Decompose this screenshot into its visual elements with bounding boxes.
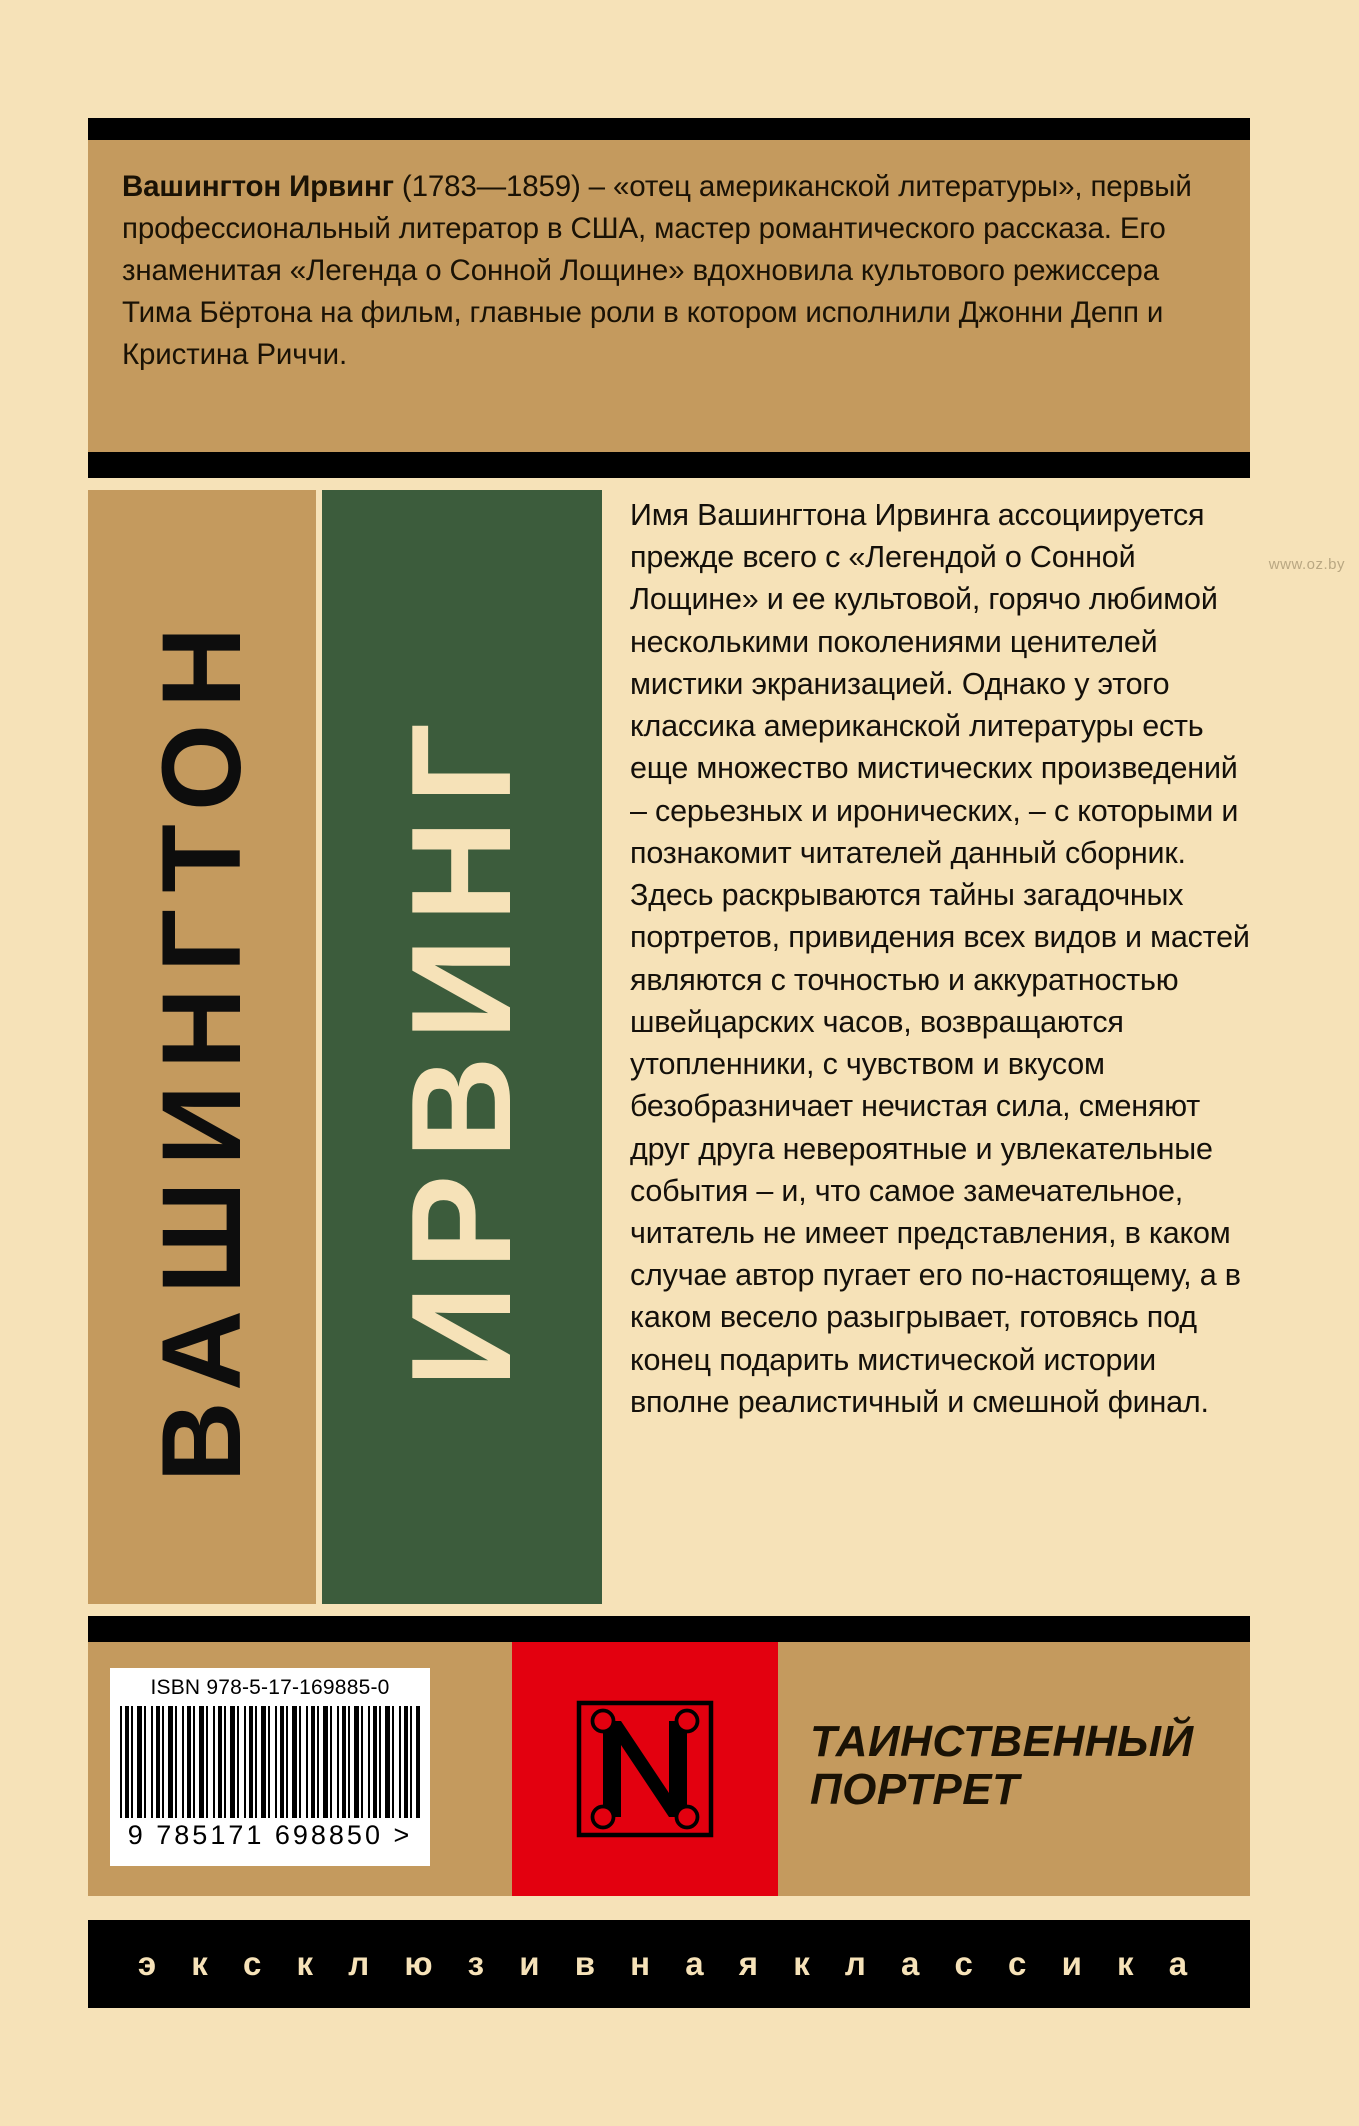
barcode-digits: 9 785171 698850 > <box>127 1820 413 1850</box>
barcode-image <box>120 1706 420 1818</box>
publisher-logo <box>512 1642 778 1896</box>
book-description <box>630 494 1250 1423</box>
ast-monogram-icon <box>570 1694 720 1844</box>
author-blurb-text <box>122 166 1216 375</box>
spine-firstname-block <box>322 490 602 1604</box>
book-title: ТАИНСТВЕННЫЙ ПОРТРЕТ <box>810 1717 1194 1815</box>
author-blurb-rest: (1783—1859) – «отец американской литературы», первый профессиональный литератор в США, мастер романтического рассказа. Его знаменитая «Легенда о Сонной Лощине» вдохновила культового режиссера Тима Бёртона на фильм, главные роли в котором исполнили Джонни Депп и Кристина Риччи. <box>122 170 1192 371</box>
divider-bar-middle <box>88 452 1250 478</box>
author-blurb-panel <box>88 140 1250 452</box>
spine-surname-block <box>88 490 316 1604</box>
spine-surname-text: ВАШИНГТОН <box>139 611 264 1483</box>
author-name: Вашингтон Ирвинг <box>122 170 394 203</box>
divider-bar-top <box>88 118 1250 140</box>
divider-bar-lower <box>88 1616 1250 1642</box>
isbn-label: ISBN 978-5-17-169885-0 <box>150 1676 390 1699</box>
series-name: э к с к л ю з и в н а я к л а с с и к а <box>137 1945 1201 1982</box>
watermark: www.oz.by <box>1268 556 1345 573</box>
isbn-barcode-box <box>110 1668 430 1866</box>
book-description-text: Имя Вашингтона Ирвинга ассоциируется прежде всего с «Легендой о Сонной Лощине» и ее культовой, горячо любимой несколькими поколениями ценителей мистики экранизацией. Однако у этого классика американской литературы есть еще множество мистических произведений – серьезных и иронических, – с которыми и познакомит читателей данный сборник. Здесь раскрываются тайны загадочных портретов, привидения всех видов и мастей являются с точностью и аккуратностью швейцарских часов, возвращаются утопленники, с чувством и вкусом безобразничает нечистая сила, сменяют друг друга невероятные и увлекательные события – и, что самое замечательное, читатель не имеет представления, в каком случае автор пугает его по-настоящему, а в каком весело разыгрывает, готовясь под конец подарить мистической истории вполне реалистичный и смешной финал. <box>630 498 1250 1419</box>
series-footer-bar <box>88 1920 1250 2008</box>
spine-firstname-text: ИРВИНГ <box>382 706 541 1388</box>
